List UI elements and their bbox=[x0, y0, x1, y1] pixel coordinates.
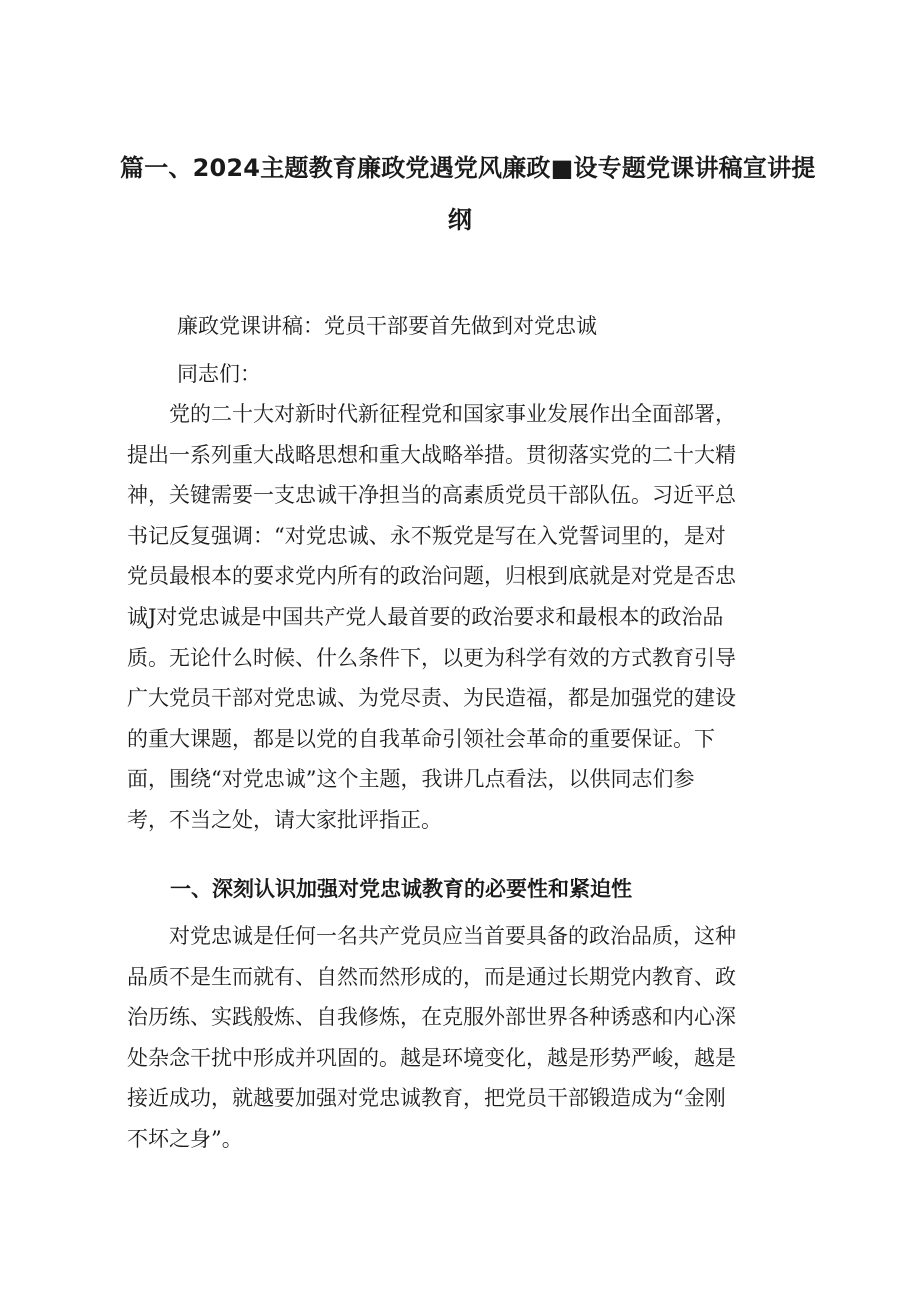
paragraph-line: 书记反复强调：“对党忠诚、永不叛党是写在入党誓词里的，是对 bbox=[127, 523, 726, 548]
paragraph-line: 提出一系列重大战略思想和重大战略举措。贯彻落实党的二十大精 bbox=[127, 442, 736, 467]
paragraph-line: 品质不是生而就有、自然而然形成的，而是通过长期党内教育、政 bbox=[127, 964, 736, 989]
paragraph-line: 考，不当之处，请大家批评指正。 bbox=[127, 807, 442, 832]
paragraph-intro bbox=[127, 394, 807, 841]
paragraph-line: 处杂念干扰中形成并巩固的。越是环境变化，越是形势严峻，越是 bbox=[127, 1045, 736, 1070]
paragraph-line: 党的二十大对新时代新征程党和国家事业发展作出全面部署， bbox=[169, 402, 736, 426]
paragraph-line: 对党忠诚是任何一名共产党员应当首要具备的政治品质，这种 bbox=[169, 924, 736, 948]
paragraph-line: 广大党员干部对党忠诚、为党尽责、为民造福，都是加强党的建设 bbox=[127, 686, 736, 711]
paragraph-line: 治历练、实践般炼、自我修炼，在克服外部世界各种诱惑和内心深 bbox=[127, 1005, 736, 1030]
paragraph-line: 神，关键需要一支忠诚干净担当的高素质党员干部队伍。习近平总 bbox=[127, 483, 736, 508]
paragraph-line: 面，围绕“对党忠诚”这个主题，我讲几点看法，以供同志们参 bbox=[127, 767, 695, 792]
paragraph-line: 的重大课题，都是以党的自我革命引领社会革命的重要保证。下 bbox=[127, 726, 715, 751]
paragraph-line: 诚J对党忠诚是中国共产党人最首要的政治要求和最根本的政治品 bbox=[127, 604, 724, 629]
title-line-2: 纲 bbox=[447, 206, 473, 234]
lecture-subtitle: 廉政党课讲稿：党员干部要首先做到对党忠诚 bbox=[177, 314, 597, 338]
salutation: 同志们： bbox=[177, 362, 261, 386]
paragraph-line: 接近成功，就越要加强对党忠诚教育，把党员干部锻造成为“金刚 bbox=[127, 1086, 726, 1111]
paragraph-section-1 bbox=[127, 916, 807, 1160]
section-heading-1: 一、深刻认识加强对党忠诚教育的必要性和紧迫性 bbox=[170, 877, 632, 901]
paragraph-line: 党员最根本的要求党内所有的政治问题，归根到底就是对党是否忠 bbox=[127, 564, 736, 589]
paragraph-line: 质。无论什么时候、什么条件下，以更为科学有效的方式教育引导 bbox=[127, 645, 736, 670]
title-line-1: 篇一、2024主题教育廉政党遇党风廉政■设专题党课讲稿宣讲提 bbox=[120, 154, 816, 182]
paragraph-line: 不坏之身”。 bbox=[127, 1126, 243, 1151]
document-title bbox=[120, 142, 816, 246]
